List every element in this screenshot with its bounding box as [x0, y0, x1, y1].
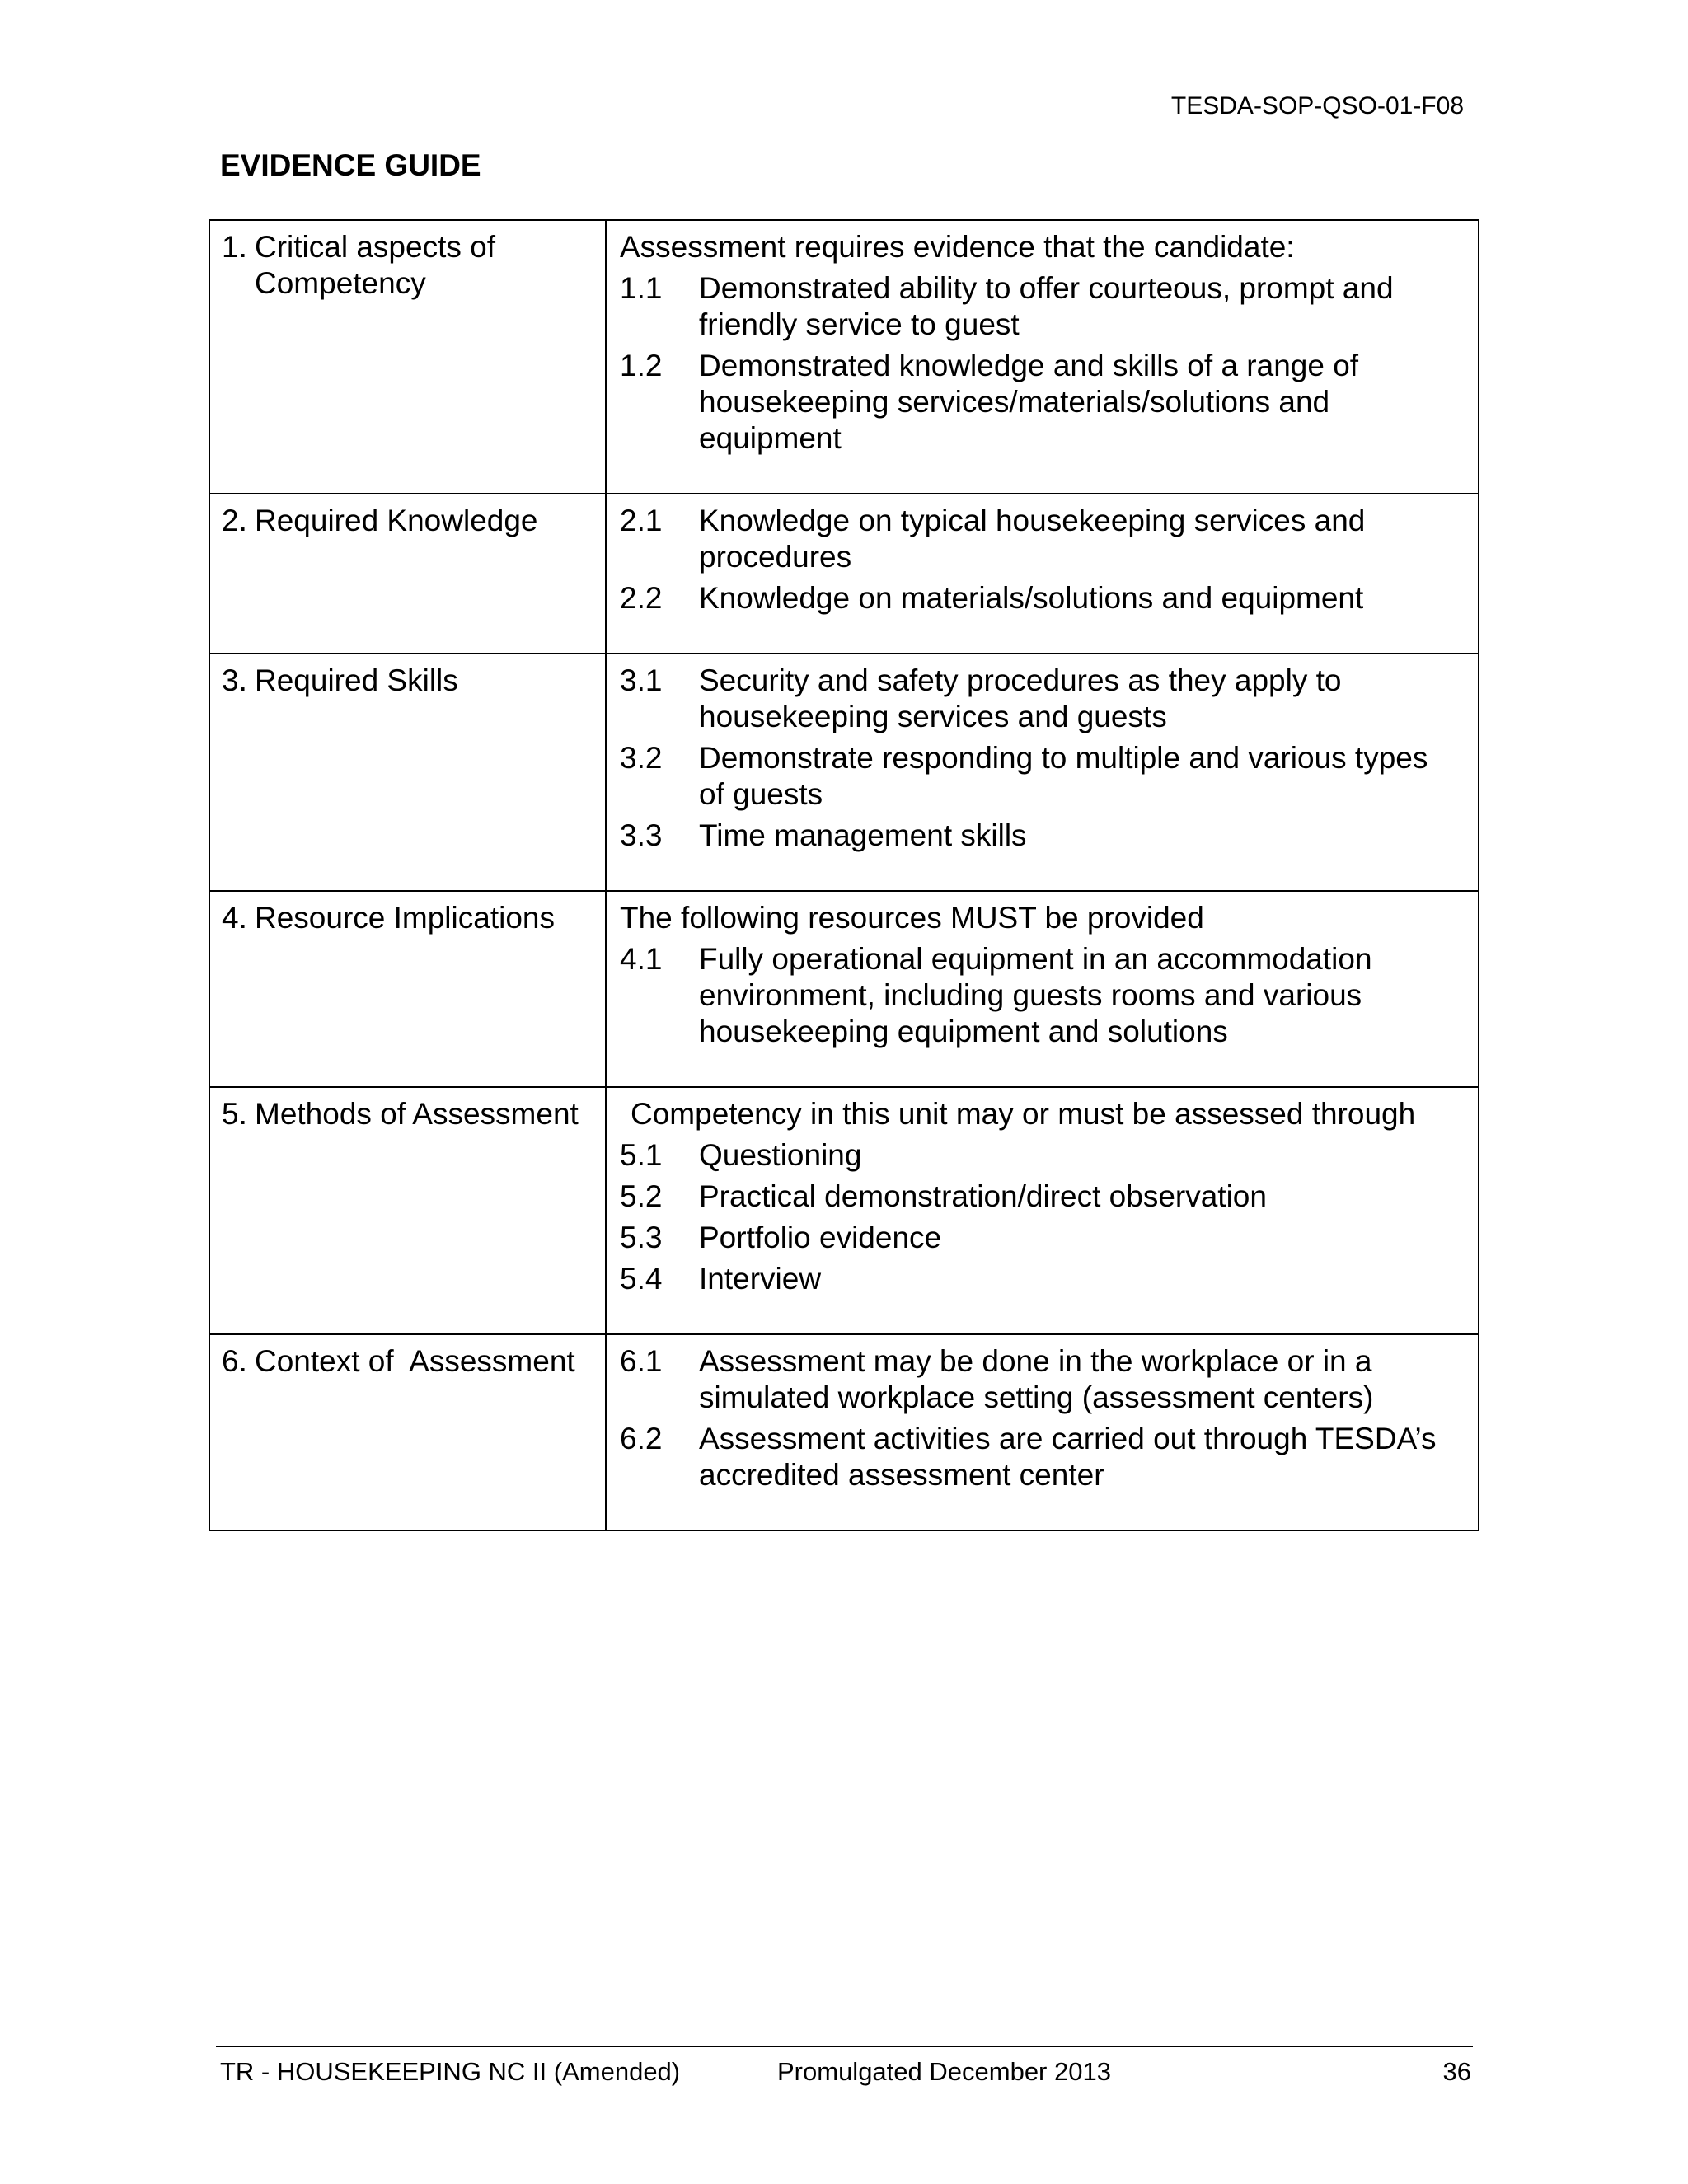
list-item	[620, 1421, 1453, 1493]
document-code: TESDA-SOP-QSO-01-F08	[1170, 92, 1464, 120]
item-text: Knowledge on materials/solutions and equipment	[699, 581, 1364, 615]
item-number: 2.2	[620, 581, 663, 615]
aspect-label: Resource Implications	[255, 901, 555, 935]
list-item	[620, 663, 1453, 735]
item-number: 3.1	[620, 663, 663, 697]
aspect-label: Required Knowledge	[255, 504, 538, 537]
table-row	[209, 1334, 1479, 1530]
evidence-cell	[606, 1087, 1479, 1334]
aspect-cell	[209, 1087, 606, 1334]
aspect-number: 6.	[222, 1344, 247, 1378]
aspect-cell	[209, 1334, 606, 1530]
table-row	[209, 654, 1479, 891]
footer-document-title: TR - HOUSEKEEPING NC II (Amended)	[220, 2057, 681, 2086]
list-item	[620, 818, 1453, 854]
footer-promulgation-date: Promulgated December 2013	[777, 2057, 1111, 2086]
aspect-number: 4.	[222, 901, 247, 935]
aspect-label: Required Skills	[255, 663, 458, 697]
evidence-intro: The following resources MUST be provided	[620, 901, 1204, 935]
page-title: EVIDENCE GUIDE	[220, 148, 481, 182]
list-item	[620, 740, 1453, 813]
aspect-number: 3.	[222, 663, 247, 697]
table-row	[209, 1087, 1479, 1334]
footer-divider	[216, 2046, 1473, 2047]
aspect-label: Context of Assessment	[255, 1344, 575, 1378]
item-number: 1.2	[620, 349, 663, 382]
item-number: 5.1	[620, 1138, 663, 1172]
item-number: 6.1	[620, 1344, 663, 1378]
aspect-cell	[209, 220, 606, 494]
item-text: Assessment activities are carried out through TESDA’s accredited assessment center	[699, 1422, 1437, 1492]
evidence-cell	[606, 1334, 1479, 1530]
list-item	[620, 1179, 1453, 1215]
item-text: Time management skills	[699, 818, 1027, 852]
aspect-number: 5.	[222, 1097, 247, 1131]
item-text: Knowledge on typical housekeeping services and procedures	[699, 504, 1366, 574]
aspect-cell	[209, 494, 606, 654]
item-text: Fully operational equipment in an accommodation environment, including guests rooms and various housekeeping equipment and solutions	[699, 942, 1372, 1048]
item-number: 4.1	[620, 942, 663, 976]
evidence-cell	[606, 494, 1479, 654]
item-text: Demonstrated knowledge and skills of a range of housekeeping services/materials/solutions and equipment	[699, 349, 1359, 455]
evidence-cell	[606, 654, 1479, 891]
item-text: Practical demonstration/direct observation	[699, 1179, 1267, 1213]
list-item	[620, 1343, 1453, 1416]
item-number: 3.3	[620, 818, 663, 852]
item-text: Portfolio evidence	[699, 1221, 942, 1254]
aspect-label: Methods of Assessment	[255, 1097, 579, 1131]
aspect-number: 1.	[222, 230, 247, 264]
item-text: Security and safety procedures as they apply to housekeeping services and guests	[699, 663, 1342, 733]
item-number: 1.1	[620, 271, 663, 305]
list-item	[620, 941, 1453, 1050]
list-item	[620, 503, 1453, 575]
list-item	[620, 270, 1453, 343]
item-text: Questioning	[699, 1138, 862, 1172]
table-row	[209, 494, 1479, 654]
evidence-guide-table	[209, 219, 1479, 1531]
aspect-cell	[209, 891, 606, 1087]
aspect-label: Critical aspects of Competency	[255, 230, 495, 300]
evidence-intro: Competency in this unit may or must be assessed through	[631, 1097, 1416, 1131]
item-number: 5.4	[620, 1262, 663, 1296]
table-row	[209, 891, 1479, 1087]
item-number: 3.2	[620, 741, 663, 775]
item-number: 5.2	[620, 1179, 663, 1213]
item-number: 2.1	[620, 504, 663, 537]
list-item	[620, 580, 1453, 616]
aspect-number: 2.	[222, 504, 247, 537]
item-number: 5.3	[620, 1221, 663, 1254]
evidence-intro: Assessment requires evidence that the candidate:	[620, 230, 1295, 264]
evidence-cell	[606, 891, 1479, 1087]
evidence-cell	[606, 220, 1479, 494]
item-text: Interview	[699, 1262, 822, 1296]
item-text: Demonstrated ability to offer courteous, prompt and friendly service to guest	[699, 271, 1394, 341]
item-number: 6.2	[620, 1422, 663, 1455]
list-item	[620, 348, 1453, 457]
page-number: 36	[1442, 2057, 1471, 2086]
item-text: Assessment may be done in the workplace or in a simulated workplace setting (assessment centers)	[699, 1344, 1374, 1414]
aspect-cell	[209, 654, 606, 891]
list-item	[620, 1261, 1453, 1297]
list-item	[620, 1137, 1453, 1174]
table-row	[209, 220, 1479, 494]
list-item	[620, 1220, 1453, 1256]
item-text: Demonstrate responding to multiple and various types of guests	[699, 741, 1428, 811]
